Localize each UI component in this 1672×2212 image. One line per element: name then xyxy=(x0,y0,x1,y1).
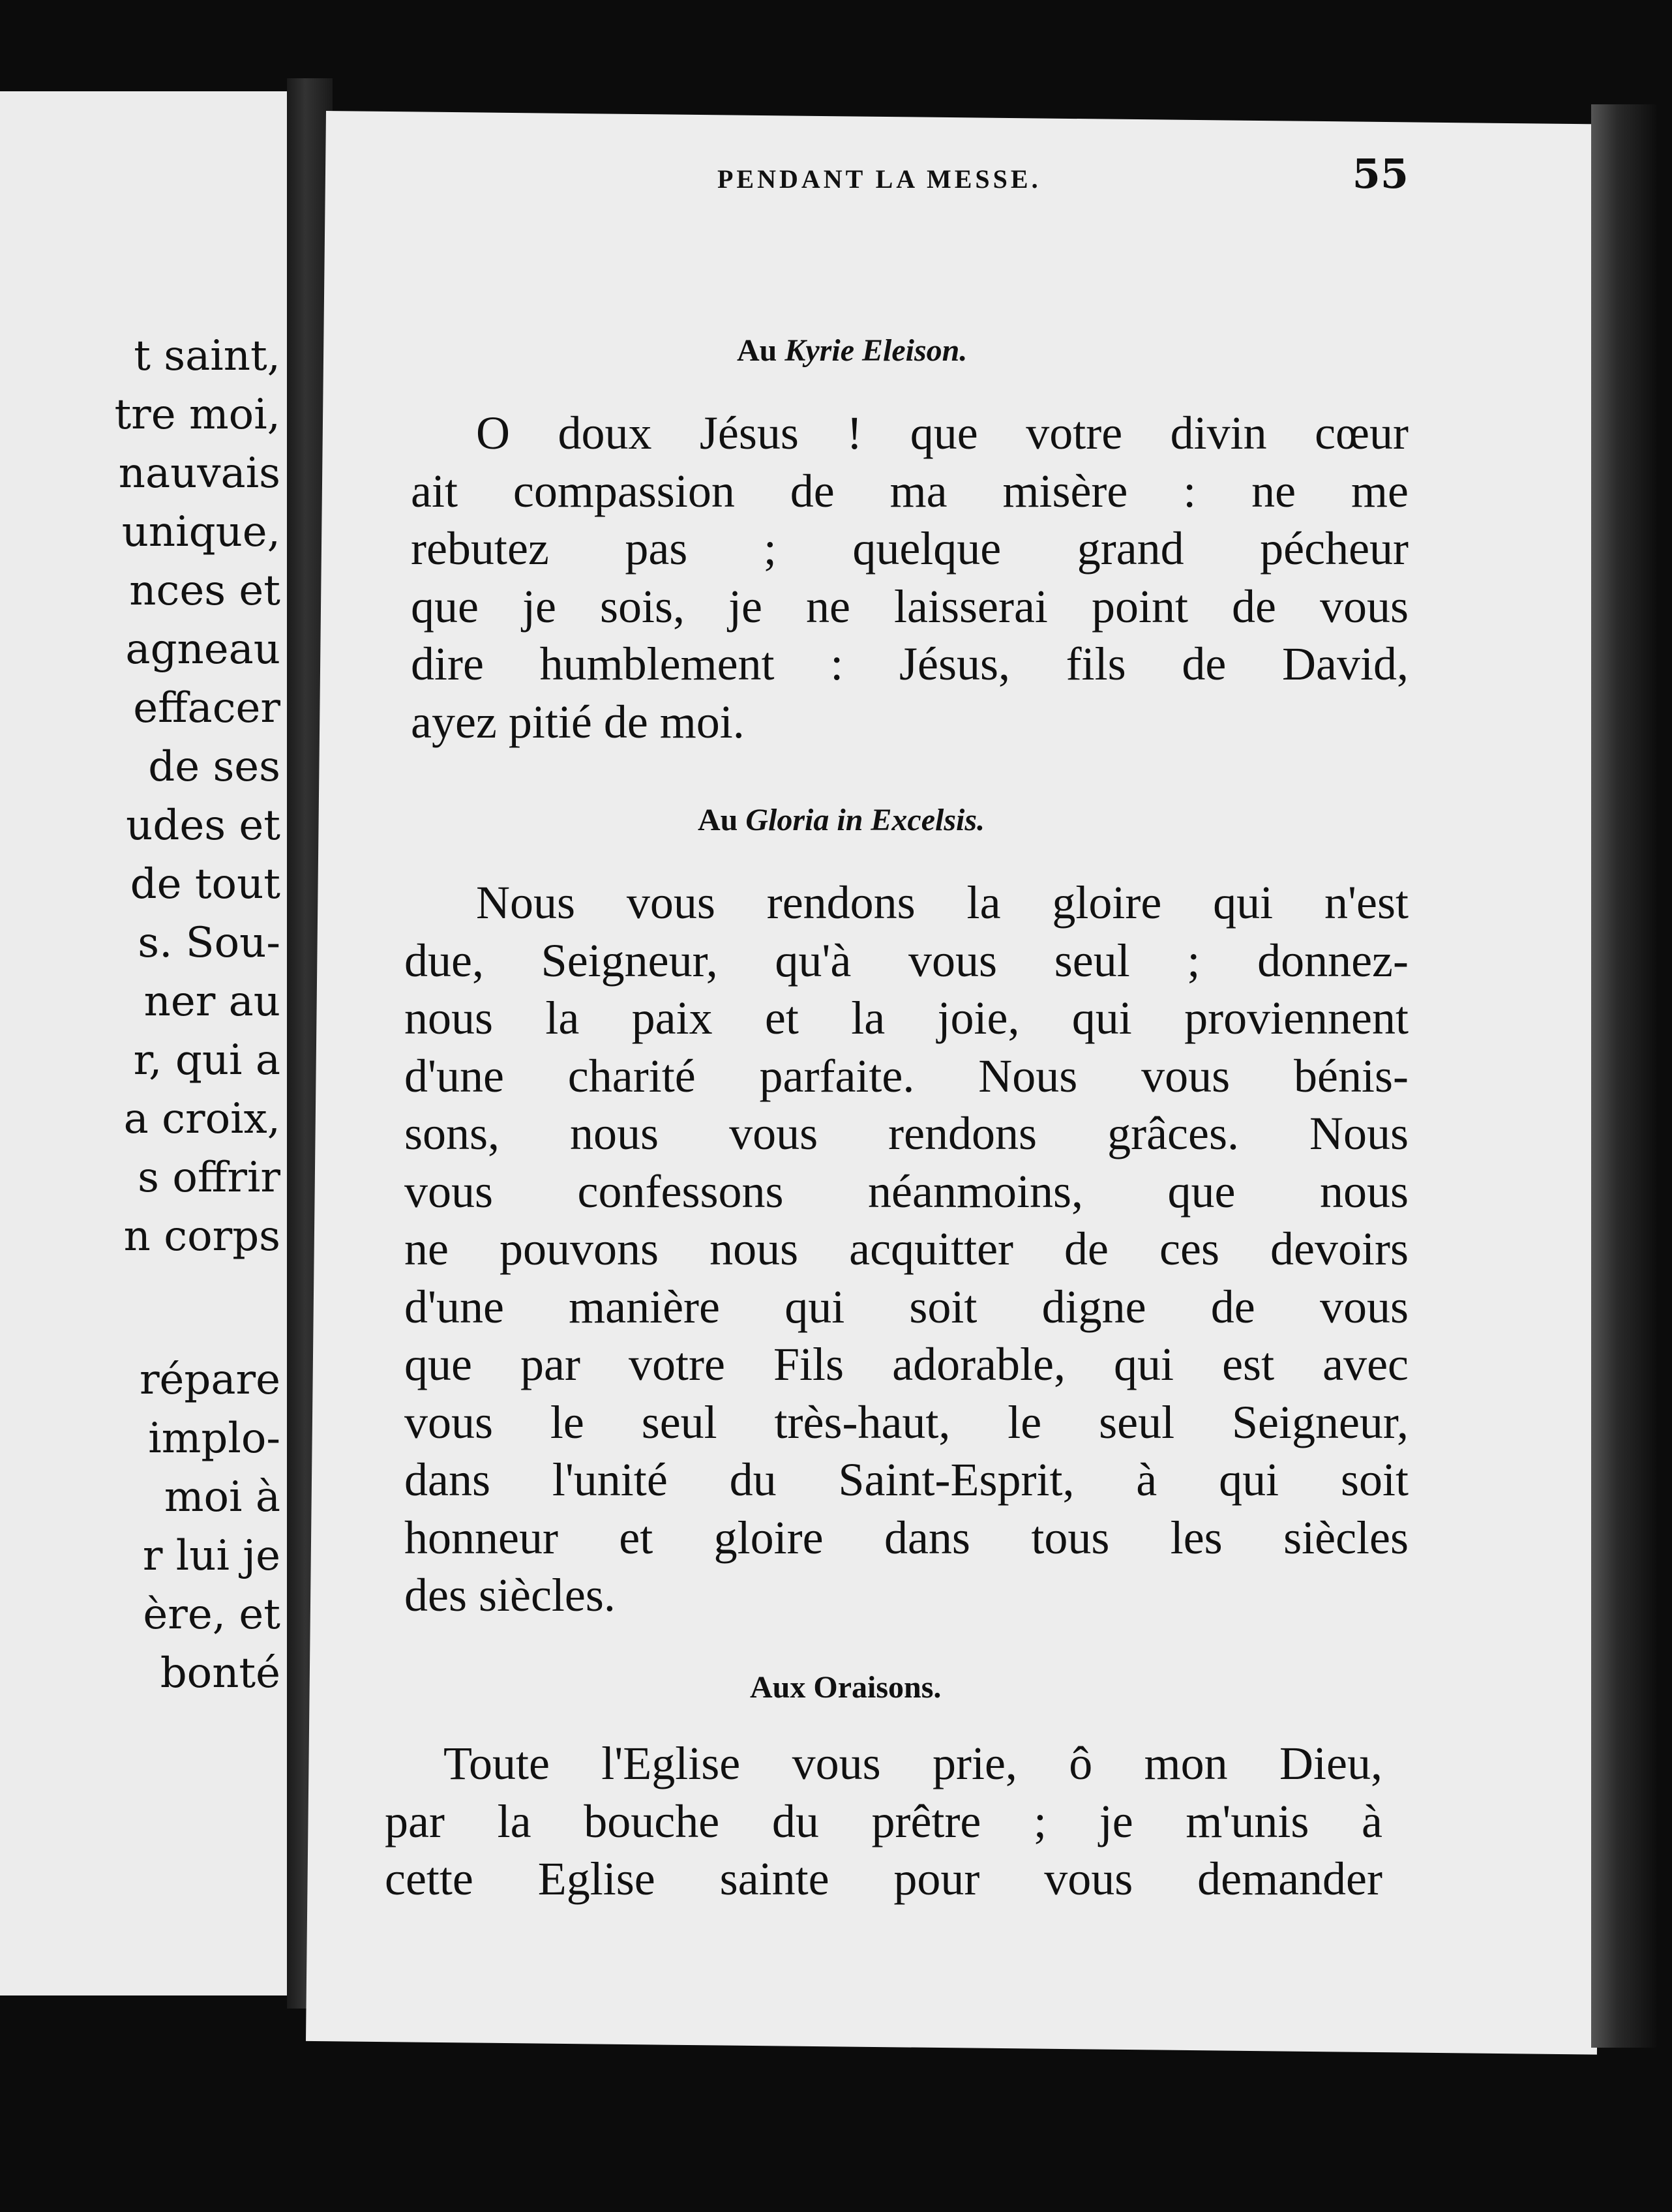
left-page-line: agneau xyxy=(125,625,280,674)
left-page-line: n corps xyxy=(123,1212,280,1261)
left-page-line: t saint, xyxy=(134,332,280,380)
left-page-line: de ses xyxy=(148,743,280,791)
left-page-line: ère, et xyxy=(143,1591,280,1639)
left-page-line: moi à xyxy=(164,1473,280,1521)
text-line: dans l'unité du Saint-Esprit, à qui soit xyxy=(404,1454,1409,1506)
page-number: 55 xyxy=(1352,150,1409,198)
paragraph-gloria xyxy=(404,874,1409,1624)
left-page-line: s. Sou- xyxy=(138,919,280,967)
left-page-line: unique, xyxy=(121,508,280,556)
left-page-line: udes et xyxy=(126,801,280,850)
left-page-line: implo- xyxy=(148,1414,280,1463)
text-line: due, Seigneur, qu'à vous seul ; donnez- xyxy=(404,934,1409,987)
text-line: sons, nous vous rendons grâces. Nous xyxy=(404,1107,1409,1159)
text-line: que par votre Fils adorable, qui est avec xyxy=(404,1338,1409,1390)
running-title: PENDANT LA MESSE. xyxy=(717,164,1041,194)
text-line: ayez pitié de moi. xyxy=(411,695,745,748)
text-line: que je sois, je ne laisserai point de vous xyxy=(411,580,1409,633)
section-title-kyrie xyxy=(737,333,967,368)
left-page-line: bonté xyxy=(160,1649,280,1697)
left-page-line: répare xyxy=(139,1356,280,1404)
section-title-italic: Kyrie Eleison. xyxy=(784,333,968,368)
text-line: Nous vous rendons la gloire qui n'est xyxy=(476,876,1409,929)
section-title-prefix: Aux Oraisons. xyxy=(750,1670,942,1705)
left-page-line: nces et xyxy=(129,567,280,615)
text-line: nous la paix et la joie, qui proviennent xyxy=(404,992,1409,1044)
section-title-oraisons xyxy=(750,1669,941,1705)
left-page-line: r, qui a xyxy=(133,1036,280,1084)
text-line: Toute l'Eglise vous prie, ô mon Dieu, xyxy=(443,1737,1382,1789)
text-line: d'une manière qui soit digne de vous xyxy=(404,1280,1409,1333)
section-title-gloria xyxy=(698,802,985,838)
left-page-line: tre moi, xyxy=(114,391,280,439)
text-line: ait compassion de ma misère : ne me xyxy=(411,464,1409,517)
paragraph-kyrie xyxy=(411,404,1409,751)
page-edge xyxy=(1591,104,1656,2048)
text-line: d'une charité parfaite. Nous vous bénis- xyxy=(404,1049,1409,1102)
text-line: ne pouvons nous acquitter de ces devoirs xyxy=(404,1223,1409,1275)
left-page-line: nauvais xyxy=(118,449,280,498)
left-facing-page xyxy=(0,91,287,1995)
text-line: vous le seul très-haut, le seul Seigneur, xyxy=(404,1396,1409,1448)
paragraph-oraisons xyxy=(385,1735,1382,1908)
text-line: par la bouche du prêtre ; je m'unis à xyxy=(385,1795,1382,1847)
page-header xyxy=(391,150,1409,198)
text-line: cette Eglise sainte pour vous demander xyxy=(385,1853,1382,1905)
section-title-italic: Gloria in Excelsis. xyxy=(745,803,985,837)
text-line: honneur et gloire dans tous les siècles xyxy=(404,1511,1409,1564)
section-title-prefix: Au xyxy=(737,333,777,368)
text-line: rebutez pas ; quelque grand pécheur xyxy=(411,522,1409,575)
left-page-line: s offrir xyxy=(138,1154,280,1202)
text-line: vous confessons néanmoins, que nous xyxy=(404,1165,1409,1218)
left-page-line: a croix, xyxy=(123,1095,280,1143)
left-page-line: r lui je xyxy=(142,1532,280,1580)
text-line: O doux Jésus ! que votre divin cœur xyxy=(476,407,1409,459)
left-page-line: ner au xyxy=(143,978,280,1026)
left-page-line: de tout xyxy=(130,860,280,908)
text-line: dire humblement : Jésus, fils de David, xyxy=(411,638,1409,690)
text-line: des siècles. xyxy=(404,1569,616,1621)
left-page-line: effacer xyxy=(133,684,280,732)
section-title-prefix: Au xyxy=(698,803,738,837)
